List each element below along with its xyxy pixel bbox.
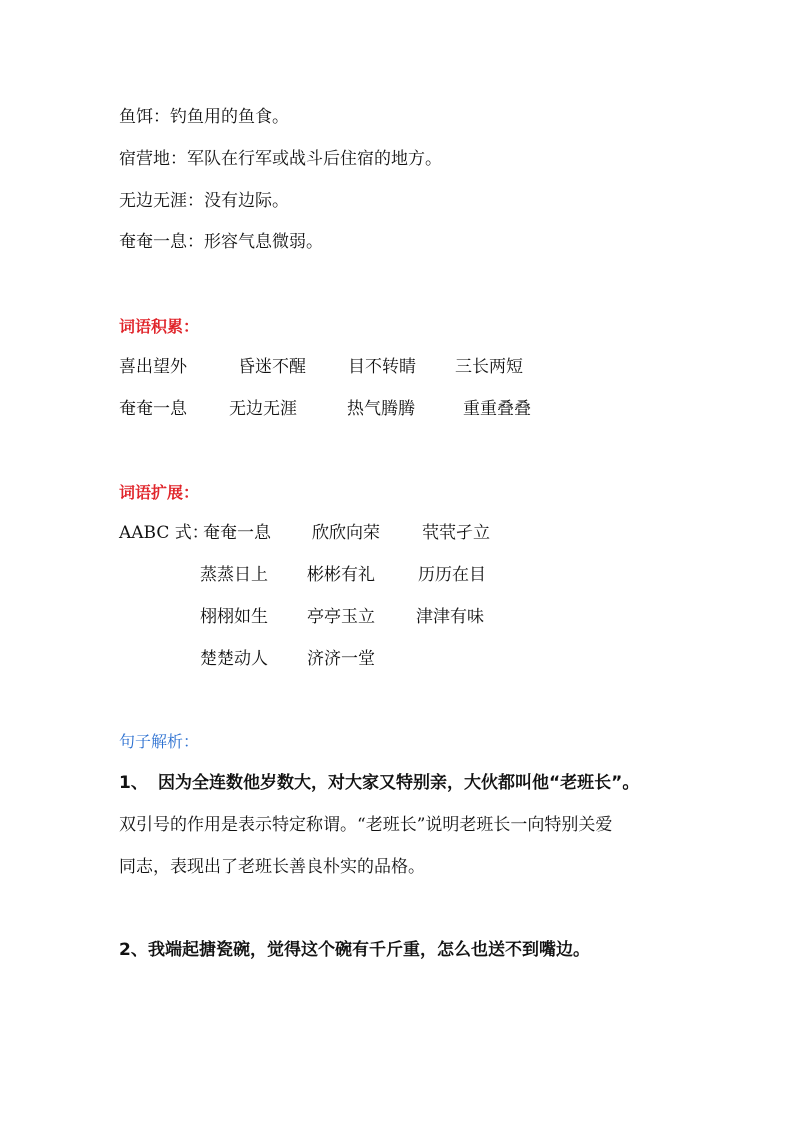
vocab-word: 喜出望外 (119, 357, 187, 377)
definition-line: 宿营地：军队在行军或战斗后住宿的地方。 (119, 149, 442, 169)
vocab-word: 栩栩如生 (200, 607, 268, 627)
vocab-word: 无边无涯 (229, 399, 297, 419)
vocab-word: 热气腾腾 (347, 399, 415, 419)
sentence-text: 我端起搪瓷碗，觉得这个碗有千斤重，怎么也送不到嘴边。 (148, 940, 590, 960)
definition-line: 奄奄一息：形容气息微弱。 (119, 232, 323, 252)
vocab-word: 亭亭玉立 (307, 607, 375, 627)
vocab-word: 奄奄一息 (203, 523, 271, 543)
vocab-word: 奄奄一息 (119, 399, 187, 419)
explanation-line: 双引号的作用是表示特定称谓。“老班长”说明老班长一向特别关爱 (119, 815, 613, 835)
vocab-word: 津津有味 (416, 607, 484, 627)
vocab-word: 昏迷不醒 (238, 357, 306, 377)
vocab-word: 蒸蒸日上 (200, 565, 268, 585)
vocab-word: 重重叠叠 (463, 399, 531, 419)
vocab-word: 楚楚动人 (200, 649, 268, 669)
explanation-line: 同志，表现出了老班长善良朴实的品格。 (119, 857, 425, 877)
vocab-word: 历历在目 (418, 565, 486, 585)
vocab-word: 济济一堂 (307, 649, 375, 669)
sentence-number: 1、 (119, 773, 148, 793)
section-heading: 词语扩展： (119, 483, 200, 502)
section-heading: 词语积累： (119, 317, 200, 336)
vocab-word: 目不转睛 (348, 357, 416, 377)
definition-line: 鱼饵：钓鱼用的鱼食。 (119, 107, 289, 127)
vocab-word: 茕茕孑立 (422, 523, 490, 543)
pattern-label: AABC 式： (119, 523, 209, 543)
sentence-text: 因为全连数他岁数大，对大家又特别亲，大伙都叫他“老班长”。 (158, 773, 640, 793)
vocab-word: 三长两短 (455, 357, 523, 377)
sentence-number: 2、 (119, 940, 148, 960)
section-heading: 句子解析： (119, 732, 200, 751)
vocab-word: 彬彬有礼 (307, 565, 375, 585)
vocab-word: 欣欣向荣 (312, 523, 380, 543)
definition-line: 无边无涯：没有边际。 (119, 191, 289, 211)
